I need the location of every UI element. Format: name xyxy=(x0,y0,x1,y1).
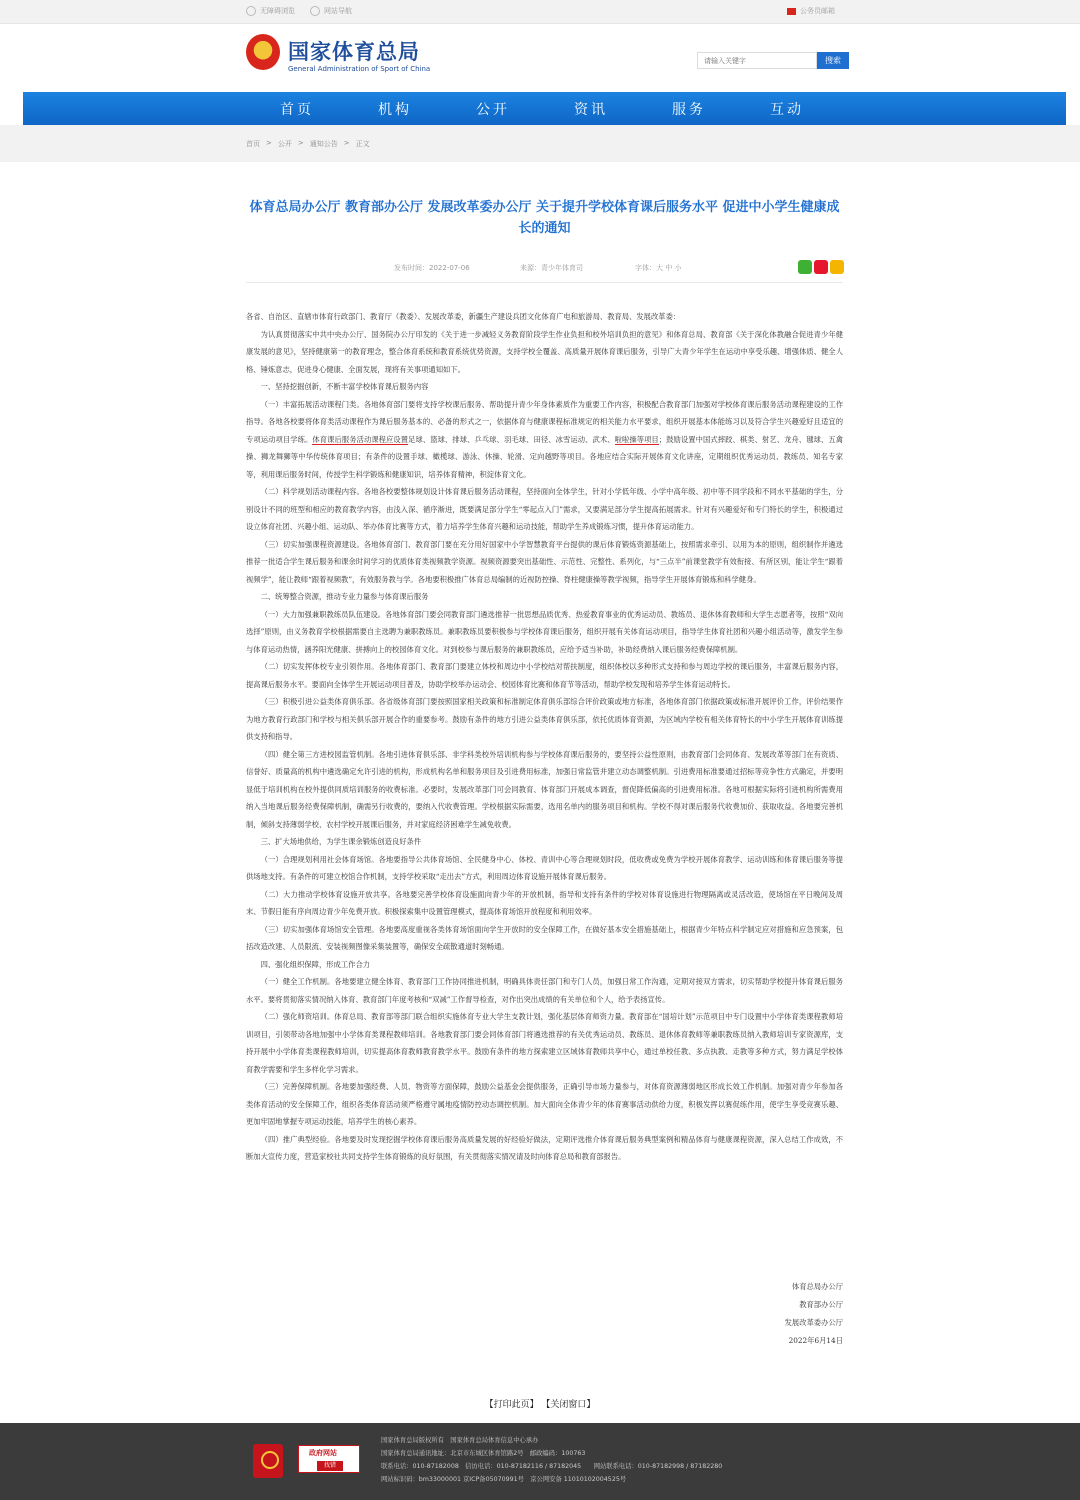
sitemap-icon xyxy=(310,6,320,16)
publish-date: 发布时间：2022-07-06 xyxy=(394,264,470,272)
breadcrumb-separator: > xyxy=(343,139,350,147)
highlighted-text: 啦啦操等项目 xyxy=(614,434,659,444)
article-source: 来源：青少年体育司 xyxy=(520,264,583,272)
site-header xyxy=(0,24,1080,92)
search-input[interactable] xyxy=(697,52,817,69)
print-close-links[interactable]: 【打印此页】 【关闭窗口】 xyxy=(484,1400,596,1410)
paragraph: （一）健全工作机制。各地要建立健全体育、教育部门工作协同推进机制，明确具体责任部门和专门人员，加强日常工作沟通，定期对接双方需求，切实帮助学校提升体育课后服务水平。要将贯彻落实情况纳入体育、教育部门年度考核和“双减”工作督导检查，对作出突出成绩的有关单位和个人，给予表扬宣传。 xyxy=(246,977,843,1004)
top-utility-bar xyxy=(0,0,1080,24)
article-title: 体育总局办公厅 教育部办公厅 发展改革委办公厅 关于提升学校体育课后服务水平 促进中小学生健康成长的通知 xyxy=(249,200,840,236)
share-buttons xyxy=(798,260,844,274)
accessibility-link[interactable]: 无障碍浏览 xyxy=(246,6,295,16)
breadcrumb-bar xyxy=(0,125,1080,162)
section-heading: 一、坚持挖掘创新，不断丰富学校体育课后服务内容 xyxy=(260,382,429,391)
signatory-ndrc: 发展改革委办公厅 xyxy=(784,1318,843,1327)
signing-date: 2022年6月14日 xyxy=(788,1336,843,1345)
signatory-sport: 体育总局办公厅 xyxy=(791,1282,843,1291)
breadcrumb-public[interactable]: 公开 xyxy=(277,140,292,148)
site-subtitle: General Administration of Sport of China xyxy=(288,65,431,73)
accessibility-icon xyxy=(246,6,256,16)
search-button[interactable]: 搜索 xyxy=(817,52,849,69)
paragraph: （二）大力推动学校体育设施开放共享。各地要完善学校体育设施面向青少年的开放机制，指导和支持有条件的学校对体育设施进行物理隔离或灵活改造，使场馆在平日晚间及周末、节假日能有序向周边青少年免费开放。积极探索集中设置管理模式，提高体育场馆开放程度和利用效率。 xyxy=(246,889,843,916)
gov-site-error-badge[interactable]: 政府网站 找错 xyxy=(298,1445,360,1473)
paragraph: （四）健全第三方进校园监管机制。各地引进体育俱乐部、非学科类校外培训机构参与学校体育课后服务的，要坚持公益性原则，由教育部门会同体育、发展改革等部门在有资质、信誉好、质量高的机构中遴选确定允许引进的机构，形成机构名单和服务项目及引进费用标准，加强日常监管并建立动态调整机制。引进费用标准要通过招标等竞争性方式确定，并要明显低于培训机构在校外提供同质培训服务的收费标准。必要时，发展改革部门可会同教育、体育部门开展成本调查，督促降低偏高的引进费用标准。各地可根据实际将引进机构所需费用纳入当地课后服务经费保障机制，确需另行收费的，要纳入代收费管理。学校根据实际需要，选用名单内的服务项目和机构。学校不得对课后服务代收费加价、获取收益。各地要完善机制，倾斜支持薄弱学校、农村学校开展课后服务，并对家庭经济困难学生减免收费。 xyxy=(246,749,843,829)
nav-item-news[interactable]: 资讯 xyxy=(574,101,608,118)
nav-item-organization[interactable]: 机构 xyxy=(378,101,412,118)
mail-link[interactable]: 公务员邮箱 xyxy=(787,6,835,16)
qzone-icon[interactable] xyxy=(830,260,844,274)
section-heading: 二、统筹整合资源，推动专业力量参与体育课后服务 xyxy=(260,592,429,601)
paragraph: （四）推广典型经验。各地要及时发现挖掘学校体育课后服务高质量发展的好经验好做法，定期评选推介体育课后服务典型案例和精品体育与健康课程资源，深入总结工作成效，不断加大宣传力度，营造家校社共同支持学生体育锻炼的良好氛围，有关贯彻落实情况请及时向体育总局和教育部报告。 xyxy=(246,1134,843,1161)
footer-address: 国家体育总局通讯地址：北京市东城区体育馆路2号 邮政编码：100763 xyxy=(381,1450,586,1457)
footer-icp: 网站标识码：bm33000001 京ICP备05070991号 京公网安备 11010102004525号 xyxy=(381,1476,627,1483)
paragraph: （二）强化师资培训。体育总局、教育部等部门联合组织实施体育专业大学生支教计划，强化基层体育师资力量。教育部在“国培计划”示范项目中专门设置中小学体育类课程教师培训项目，引领带动各地加强中小学体育类课程教师培训。各地教育部门要会同体育部门将遴选推荐的有关优秀运动员、教练员、退休体育教师等兼职教练员纳入教师培训专家资源库，支持开展中小学体育类课程教师培训，切实提高体育教师教育教学水平。鼓励有条件的地方探索建立区域体育教师共享中心，通过单校任教、多点执教、走教等多种方式，努力满足学校体育教学需要和学生多样化学习需求。 xyxy=(246,1012,843,1074)
national-emblem-icon xyxy=(246,34,280,70)
font-size-switcher[interactable]: 字体：大 中 小 xyxy=(635,264,682,272)
breadcrumb-separator: > xyxy=(266,139,272,147)
breadcrumb-notices[interactable]: 通知公告 xyxy=(309,140,338,148)
section-heading: 四、强化组织保障，形成工作合力 xyxy=(260,959,371,969)
paragraph: 为认真贯彻落实中共中央办公厅、国务院办公厅印发的《关于进一步减轻义务教育阶段学生作业负担和校外培训负担的意见》和体育总局、教育部《关于深化体教融合促进青少年健康发展的意见》，坚持健康第一的教育理念，整合体育系统和教育系统优势资源，支持学校全覆盖、高质量开展体育课后服务，引导广大青少年学生在运动中享受乐趣、增强体质、健全人格、锤炼意志，促进身心健康、全面发展，现将有关事项通知如下。 xyxy=(246,329,843,374)
wechat-icon[interactable] xyxy=(798,260,812,274)
breadcrumb-current: 正文 xyxy=(355,140,370,148)
paragraph: （一）丰富拓展活动课程门类。各地体育部门要将支持学校课后服务、帮助提升青少年身体素质作为重要工作内容，积极配合教育部门加强对学校体育课后服务活动课程建设的工作指导。各地各校要将体育类活动课程作为课后服务基本的、必备的形式之一，依据体育与健康课程标准规定的相关能力水平要求，组织开展基本体能练习以及符合学生兴趣爱好且适宜的专项运动项目学练。体育课后服务活动课程应设置足球、篮球、排球、乒乓球、羽毛球、田径、冰雪运动、武术、啦啦操等项目；鼓励设置中国式摔跤、棋类、射艺、龙舟、毽球、五禽操、狮龙舞狮等中华传统体育项目；有条件的设置手球、橄榄球、游泳、休操、轮滑、定向越野等项目。各地应结合实际开展体育文化讲座，定期组织优秀运动员、教练员、知名专家等，利用课后服务时间，传授学生科学锻炼和健康知识，培养体育精神，积淀体育文化。 xyxy=(246,399,844,479)
party-org-icon[interactable] xyxy=(253,1444,283,1478)
paragraph: （一）大力加强兼职教练员队伍建设。各地体育部门要会同教育部门遴选推荐一批思想品质优秀、热爱教育事业的优秀运动员、教练员、退休体育教师和大学生志愿者等，按照“双向选择”原则，由义务教育学校根据需要自主选聘为兼职教练员。兼职教练员要积极参与学校体育课后服务，组织开展有关体育运动项目，指导学生体育社团和兴趣小组活动等，激发学生参与体育运动热情，涵养阳光健康、拼搏向上的校园体育文化。对到校参与课后服务的兼职教练员，应给予适当补助，补助经费纳入课后服务经费保障机制。 xyxy=(246,609,843,654)
nav-item-public[interactable]: 公开 xyxy=(476,101,510,118)
breadcrumb-home[interactable]: 首页 xyxy=(246,140,260,148)
paragraph: （一）合理规划利用社会体育场馆。各地要指导公共体育场馆、全民健身中心、体校、青训中心等合理规划时段，低收费或免费为学校开展体育教学、运动训练和体育课后服务等提供场地支持。有条件的可建立校馆合作机制，支持学校采取“走出去”方式，利用周边体育设施开展体育课后服务。 xyxy=(246,854,843,881)
footer-info xyxy=(381,1434,722,1486)
highlighted-text: 体育课后服务活动课程应设置 xyxy=(312,434,409,444)
paragraph: （三）完善保障机制。各地要加强经费、人员、物资等方面保障，鼓励公益基金会提供服务，正确引导市场力量参与，对体育资源薄弱地区形成长效工作机制。加强对青少年参加各类体育活动的安全保障工作，组织各类体育活动须严格遵守属地疫情防控动态调控机制。加大面向全体青少年的体育赛事活动供给力度，积极发挥以赛促练作用，使学生享受竞赛乐趣、更加牢固地掌握专项运动技能，培养学生的核心素养。 xyxy=(246,1082,843,1126)
breadcrumb xyxy=(246,139,370,149)
paragraph: （三）切实加强课程资源建设。各地体育部门、教育部门要在充分用好国家中小学智慧教育平台提供的课后体育锻炼资源基础上，按照需求牵引、以用为本的原则，组织制作并遴选推荐一批适合学生课后服务和课余时间学习的优质体育类视频教学资源。视频资源要突出基础性、示范性、完整性、系列化，与“三点半”前课堂教学有效衔接、有所区别，能让学生“跟着视频学”，能让教师“跟着视频教”，有效服务教与学。各地要积极推广体育总局编制的近视防控操、脊柱健康操等教学视频，指导学生开展体育锻炼和科学健身。 xyxy=(246,539,843,584)
article-body xyxy=(246,308,843,1166)
salutation: 各省、自治区、直辖市体育行政部门、教育厅（教委）、发展改革委，新疆生产建设兵团文化体育广电和旅游局、教育局、发展改革委： xyxy=(246,312,681,321)
weibo-icon[interactable] xyxy=(814,260,828,274)
section-heading: 三、扩大场地供给，为学生课余锻炼创造良好条件 xyxy=(260,837,422,846)
nav-item-services[interactable]: 服务 xyxy=(672,101,706,118)
nav-item-interaction[interactable]: 互动 xyxy=(770,101,804,118)
sitemap-link[interactable]: 网站导航 xyxy=(310,6,352,16)
paragraph: （二）切实发挥体校专业引领作用。各地体育部门、教育部门要建立体校和周边中小学校结对帮扶制度，组织体校以多种形式支持和参与周边学校的课后服务，丰富课后服务内容，提高课后服务水平。要面向全体学生开展运动项目普及，协助学校举办运动会、校园体育比赛和体育节等活动，帮助学校发现和培养学生体育运动特长。 xyxy=(246,662,843,689)
paragraph: （三）切实加强体育场馆安全管理。各地要高度重视各类体育场馆面向学生开放时的安全保障工作，在做好基本安全措施基础上，根据青少年特点科学制定应对措施和应急预案，包括改造改建、人员限流、安装视频图像采集装置等，确保安全疏散通道时刻畅通。 xyxy=(246,924,843,951)
site-title[interactable]: 国家体育总局 xyxy=(288,40,420,64)
nav-item-home[interactable]: 首页 xyxy=(280,101,314,118)
site-footer xyxy=(0,1423,1080,1500)
signatory-education: 教育部办公厅 xyxy=(799,1300,843,1309)
main-nav xyxy=(23,92,1066,125)
footer-phones: 联系电话：010-87182008 信访电话：010-87182116 / 87182045 网站联系电话：010-87182998 / 87182280 xyxy=(381,1463,723,1470)
divider xyxy=(246,282,843,283)
paragraph: （三）积极引进公益类体育俱乐部。各省级体育部门要按照国家相关政策和标准制定体育俱乐部综合评价政策或地方标准，各地体育部门依据政策或标准开展评价工作，评价结果作为地方教育行政部门和学校与相关俱乐部开展合作的重要参考。鼓励有条件的地方引进公益类体育俱乐部，依托优质体育资源，为区域内学校有相关体育特长的中小学生开展体育训练提供支持和指导。 xyxy=(246,697,843,741)
breadcrumb-separator: > xyxy=(297,139,304,147)
flag-icon xyxy=(787,8,796,15)
footer-copyright: 国家体育总局版权所有 国家体育总局体育信息中心承办 xyxy=(381,1437,539,1444)
paragraph: （二）科学规划活动课程内容。各地各校要整体规划设计体育课后服务活动课程，坚持面向全体学生，针对小学低年级、小学中高年级、初中等不同学段和不同水平基础的学生，分别设计不同的班型和相应的教育教学内容，由浅入深、循序渐进，既要满足部分学生“零起点入门”需求，又要满足部分学生提高拓展需求。针对有兴趣爱好和专门特长的学生，积极通过设立体育社团、兴趣小组、运动队、举办体育比赛等方式，着力培养学生体育兴趣和运动技能，帮助学生养成锻炼习惯，提升体育运动能力。 xyxy=(246,487,843,531)
article-meta xyxy=(246,263,843,275)
